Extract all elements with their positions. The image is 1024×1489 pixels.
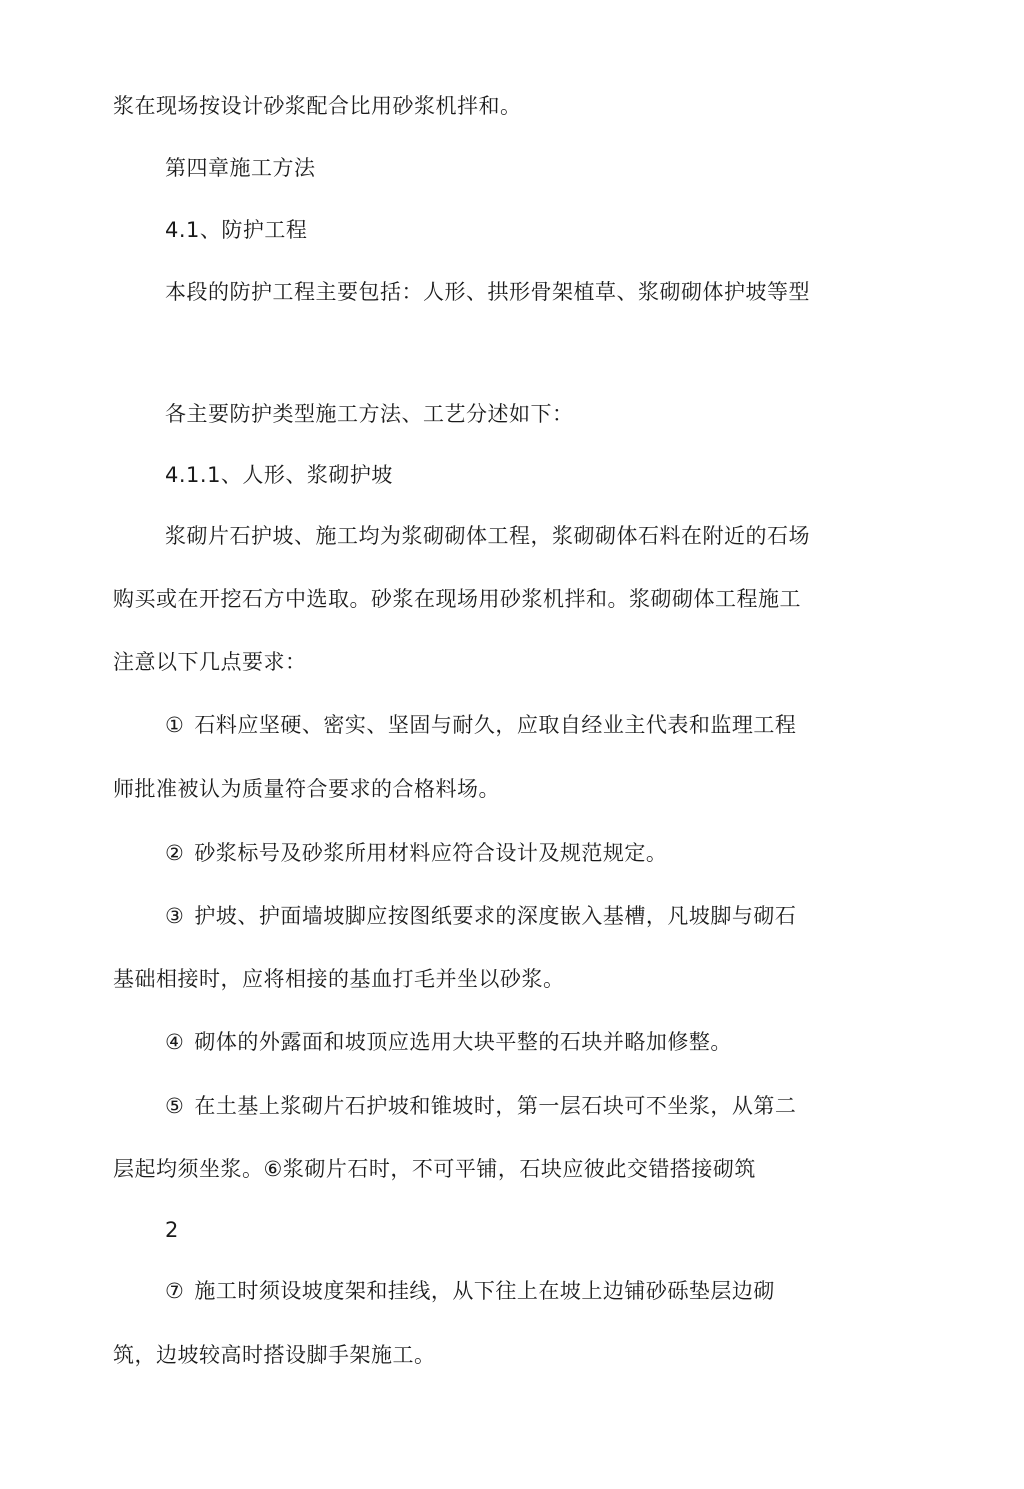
list-item-text: 在土基上浆砌片石护坡和锥坡时，第一层石块可不坐浆，从第二 <box>194 1094 797 1118</box>
list-item-text: 砂浆标号及砂浆所用材料应符合设计及规范规定。 <box>194 841 668 865</box>
subsection-heading: 4.1.1、人形、浆砌护坡 <box>165 463 393 487</box>
paragraph-line: 浆砌片石护坡、施工均为浆砌砌体工程，浆砌砌体石料在附近的石场 <box>165 524 810 548</box>
section-heading: 4.1、防护工程 <box>165 218 308 242</box>
paragraph-line: 层起均须坐浆。⑥浆砌片石时，不可平铺，石块应彼此交错搭接砌筑 <box>113 1157 756 1181</box>
list-item-text: 石料应坚硬、密实、坚固与耐久，应取自经业主代表和监理工程 <box>194 713 797 737</box>
list-item <box>165 902 796 930</box>
list-item-text: 护坡、护面墙坡脚应按图纸要求的深度嵌入基槽，凡坡脚与砌石 <box>194 904 797 928</box>
list-item <box>165 1028 732 1056</box>
list-item <box>165 839 667 867</box>
paragraph-line: 浆在现场按设计砂浆配合比用砂浆机拌和。 <box>113 94 522 118</box>
page-number: 2 <box>165 1218 179 1242</box>
paragraph-line: 注意以下几点要求： <box>113 650 307 674</box>
list-item <box>165 711 796 739</box>
list-item-text: 施工时须设坡度架和挂线，从下往上在坡上边铺砂砾垫层边砌 <box>194 1279 775 1303</box>
list-marker: ① <box>165 713 185 737</box>
paragraph-line: 购买或在开挖石方中选取。砂浆在现场用砂浆机拌和。浆砌砌体工程施工 <box>113 587 801 611</box>
paragraph-line: 基础相接时，应将相接的基血打毛并坐以砂浆。 <box>113 967 565 991</box>
list-marker: ⑦ <box>165 1279 185 1303</box>
list-marker: ② <box>165 841 185 865</box>
chapter-heading: 第四章施工方法 <box>165 156 316 180</box>
list-marker: ⑤ <box>165 1094 185 1118</box>
list-item-text: 砌体的外露面和坡顶应选用大块平整的石块并略加修整。 <box>194 1030 732 1054</box>
paragraph-line: 本段的防护工程主要包括：人形、拱形骨架植草、浆砌砌体护坡等型 <box>165 280 810 304</box>
paragraph-line: 筑，边坡较高时搭设脚手架施工。 <box>113 1343 436 1367</box>
list-item <box>165 1277 775 1305</box>
list-marker: ④ <box>165 1030 185 1054</box>
list-item <box>165 1092 796 1120</box>
paragraph-line: 师批准被认为质量符合要求的合格料场。 <box>113 777 500 801</box>
paragraph-line: 各主要防护类型施工方法、工艺分述如下： <box>165 402 574 426</box>
list-marker: ③ <box>165 904 185 928</box>
